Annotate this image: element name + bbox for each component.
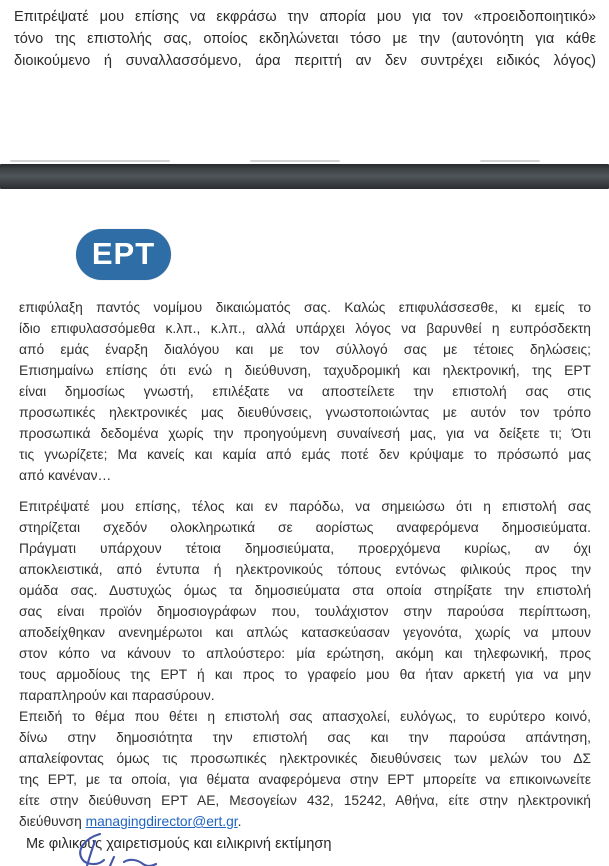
email-link[interactable]: managingdirector@ert.gr — [85, 814, 238, 829]
text-line: Επιτρέψατέ μου επίσης, τέλος και εν παρόδω, να σημειώσω ότι η επιστολή σας — [19, 499, 591, 514]
text-line: της ΕΡΤ, με τα οποία, για θέματα αναφερόμενα στην ΕΡΤ μπορείτε να επικοινωνείτε — [19, 772, 591, 787]
email-line-suffix: . — [237, 814, 242, 829]
dark-separator-bar — [0, 164, 609, 189]
text-line: τις γνωρίζετε; Μα κανείς και καμία από εμάς ποτέ δεν κρύψαμε το πρόσωπό μας — [19, 447, 591, 462]
scan-artifact — [10, 160, 170, 162]
text-line: ίδιο επιφυλασσόμεθα κ.λπ., κ.λπ., αλλά υπάρχει λόγος να βαρυνθεί η ευπρόσδεκτη — [19, 321, 591, 336]
scan-artifact — [480, 160, 540, 162]
text-line: στον κόπο να κάνουν το απλούστερο: μία ερώτηση, ακόμη και τηλεφωνική, προς — [19, 646, 591, 661]
text-line: παραπληρούν και παρασύρουν. — [19, 688, 215, 703]
text-line: απαλείφοντας όμως τις προσωπικές ηλεκτρονικές διευθύνσεις των μελών του ΔΣ — [19, 751, 591, 766]
text-line: σας είναι προϊόν δημοσιογράφων που, τουλάχιστον στην παρούσα περίπτωση, — [19, 604, 591, 619]
text-line: Επιτρέψατέ μου επίσης να εκφράσω την απορία μου για τον «προειδοποιητικό» — [14, 9, 596, 25]
text-line: δίνω στην δημοσιότητα την επιστολή σας και την παρούσα απάντηση, — [19, 730, 591, 745]
email-line — [19, 811, 591, 832]
body-paragraph-3 — [19, 706, 591, 811]
ert-logo — [76, 229, 171, 280]
body-paragraph-1 — [19, 297, 591, 486]
text-line: τους αρμοδίους της ΕΡΤ ή και προς το γραφείο μου θα ήταν αρκετή για να μην — [19, 667, 591, 682]
text-line: στηρίζεται σχεδόν ολοκληρωτικά σε αορίστως αναφερόμενα δημοσιεύματα. — [19, 520, 591, 535]
text-line: Πράγματι υπάρχουν τέτοια δημοσιεύματα, προερχόμενα κυρίως, αν όχι — [19, 541, 591, 556]
text-line: προσωπικές ηλεκτρονικές μας διευθύνσεις, γνωστοποιώντας με αυτόν τον τρόπο — [19, 405, 591, 420]
text-line: αποκλειστικά, από έντυπα ή ηλεκτρονικούς τόπους εντόνως φιλικούς προς την — [19, 562, 591, 577]
text-line: αποδείχθηκαν ανενημέρωτοι και απλώς κατασκεύασαν γεγονότα, χωρίς να μπουν — [19, 625, 591, 640]
text-line: από κανέναν… — [19, 468, 112, 483]
closing-salutation: Με φιλικούς χαιρετισμούς και ειλικρινή εκτίμηση — [26, 836, 332, 852]
header-paragraph — [14, 6, 596, 72]
text-line: είναι δημοσίως γνωστή, επιλέξατε να αποστείλετε την επιστολή σας στις — [19, 384, 591, 399]
text-line: προσωπικά δεδομένα χωρίς την προηγούμενη συναίνεσή μας, για να δείξετε τι; Ότι — [19, 426, 591, 441]
body-paragraph-2 — [19, 496, 591, 706]
ert-logo-text: ΕΡΤ — [91, 236, 156, 271]
text-line: ομάδα σας. Δυστυχώς όμως τα δημοσιεύματα στα οποία στηρίξατε την επιστολή — [19, 583, 591, 598]
text-line: επιφύλαξη παντός νομίμου δικαιώματός σας. Καλώς επιφυλάσσεσθε, κι εμείς το — [19, 300, 591, 315]
text-line: τόνο της επιστολής σας, οποίος εκδηλώνεται τόσο με την (αυτονόητη για κάθε — [14, 31, 596, 47]
letter-body — [19, 297, 591, 832]
text-line: είτε στην διεύθυνση ΕΡΤ ΑΕ, Μεσογείων 432, 15242, Αθήνα, είτε στην ηλεκτρονική — [19, 793, 591, 808]
text-line: διοικούμενο ή συναλλασσόμενο, άρα περιττή αν δεν συντρέχει ειδικός λόγος) — [14, 53, 596, 69]
text-line: Επειδή το θέμα που θέτει η επιστολή σας απασχολεί, ευλόγως, το ευρύτερο κοινό, — [19, 709, 591, 724]
text-line: Επισημαίνω επίσης ότι ενώ η διεύθυνση, ταχυδρομική και ηλεκτρονική, της ΕΡΤ — [19, 363, 591, 378]
text-line: από εμάς έναρξη διαλόγου και με τον σύλλογό σας με τέτοιες δηλώσεις; — [19, 342, 591, 357]
email-line-prefix: διεύθυνση — [19, 814, 86, 829]
scan-artifact — [250, 160, 340, 162]
